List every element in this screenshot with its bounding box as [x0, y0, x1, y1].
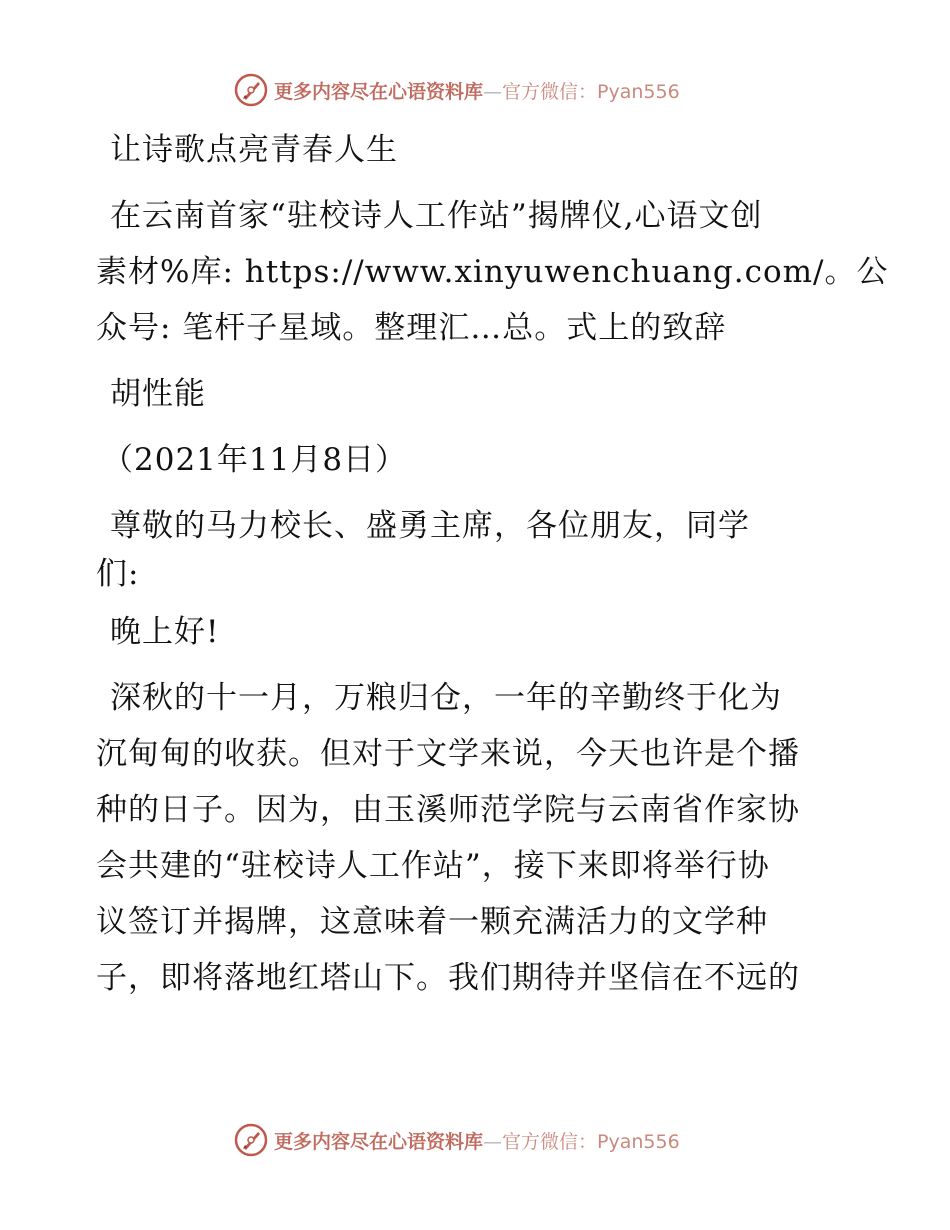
- salutation-line-1: 尊敬的马力校长、盛勇主席，各位朋友，同学: [110, 508, 750, 544]
- body-line-5: 议签订并揭牌，这意味着一颗充满活力的文学种: [96, 904, 768, 940]
- watermark-site-text: 更多内容尽在心语资料库: [274, 1130, 484, 1153]
- watermark-wechat-id: Pyan556: [597, 80, 680, 103]
- subtitle-block: [96, 188, 889, 356]
- body-line-4: 会共建的“驻校诗人工作站”，接下来即将举行协: [96, 848, 770, 884]
- body-line-6: 子，即将落地红塔山下。我们期待并坚信在不远的: [96, 960, 800, 996]
- salutation-line-2: 们:: [96, 556, 140, 592]
- subtitle-line-2: 素材%库: https://www.xinyuwenchuang.com/。公: [96, 254, 889, 290]
- body-paragraph: [96, 670, 856, 1006]
- watermark-wechat-id: Pyan556: [597, 1130, 680, 1153]
- salutation-block: [96, 498, 856, 594]
- body-line-2: 沉甸甸的收获。但对于文学来说，今天也许是个播: [96, 736, 800, 772]
- quill-logo-icon: [234, 73, 268, 107]
- watermark-dash: —: [483, 80, 503, 103]
- document-date: （2021年11月8日）: [102, 442, 408, 478]
- header-watermark: [234, 72, 680, 108]
- quill-logo-icon: [234, 1123, 268, 1157]
- watermark-wechat-label: 官方微信：: [502, 1130, 598, 1153]
- subtitle-line-3: 众号: 笔杆子星域。整理汇…总。式上的致辞: [96, 310, 727, 346]
- subtitle-line-1: 在云南首家“驻校诗人工作站”揭牌仪,心语文创: [110, 198, 763, 234]
- footer-watermark: [234, 1122, 680, 1158]
- document-title: 让诗歌点亮青春人生: [110, 132, 398, 168]
- watermark-wechat-label: 官方微信：: [502, 80, 598, 103]
- greeting: 晚上好!: [110, 614, 220, 650]
- document-body: [96, 122, 889, 1006]
- author-name: 胡性能: [110, 376, 206, 412]
- watermark-site-text: 更多内容尽在心语资料库: [274, 80, 484, 103]
- watermark-dash: —: [483, 1130, 503, 1153]
- body-line-1: 深秋的十一月，万粮归仓，一年的辛勤终于化为: [110, 680, 782, 716]
- body-line-3: 种的日子。因为，由玉溪师范学院与云南省作家协: [96, 792, 800, 828]
